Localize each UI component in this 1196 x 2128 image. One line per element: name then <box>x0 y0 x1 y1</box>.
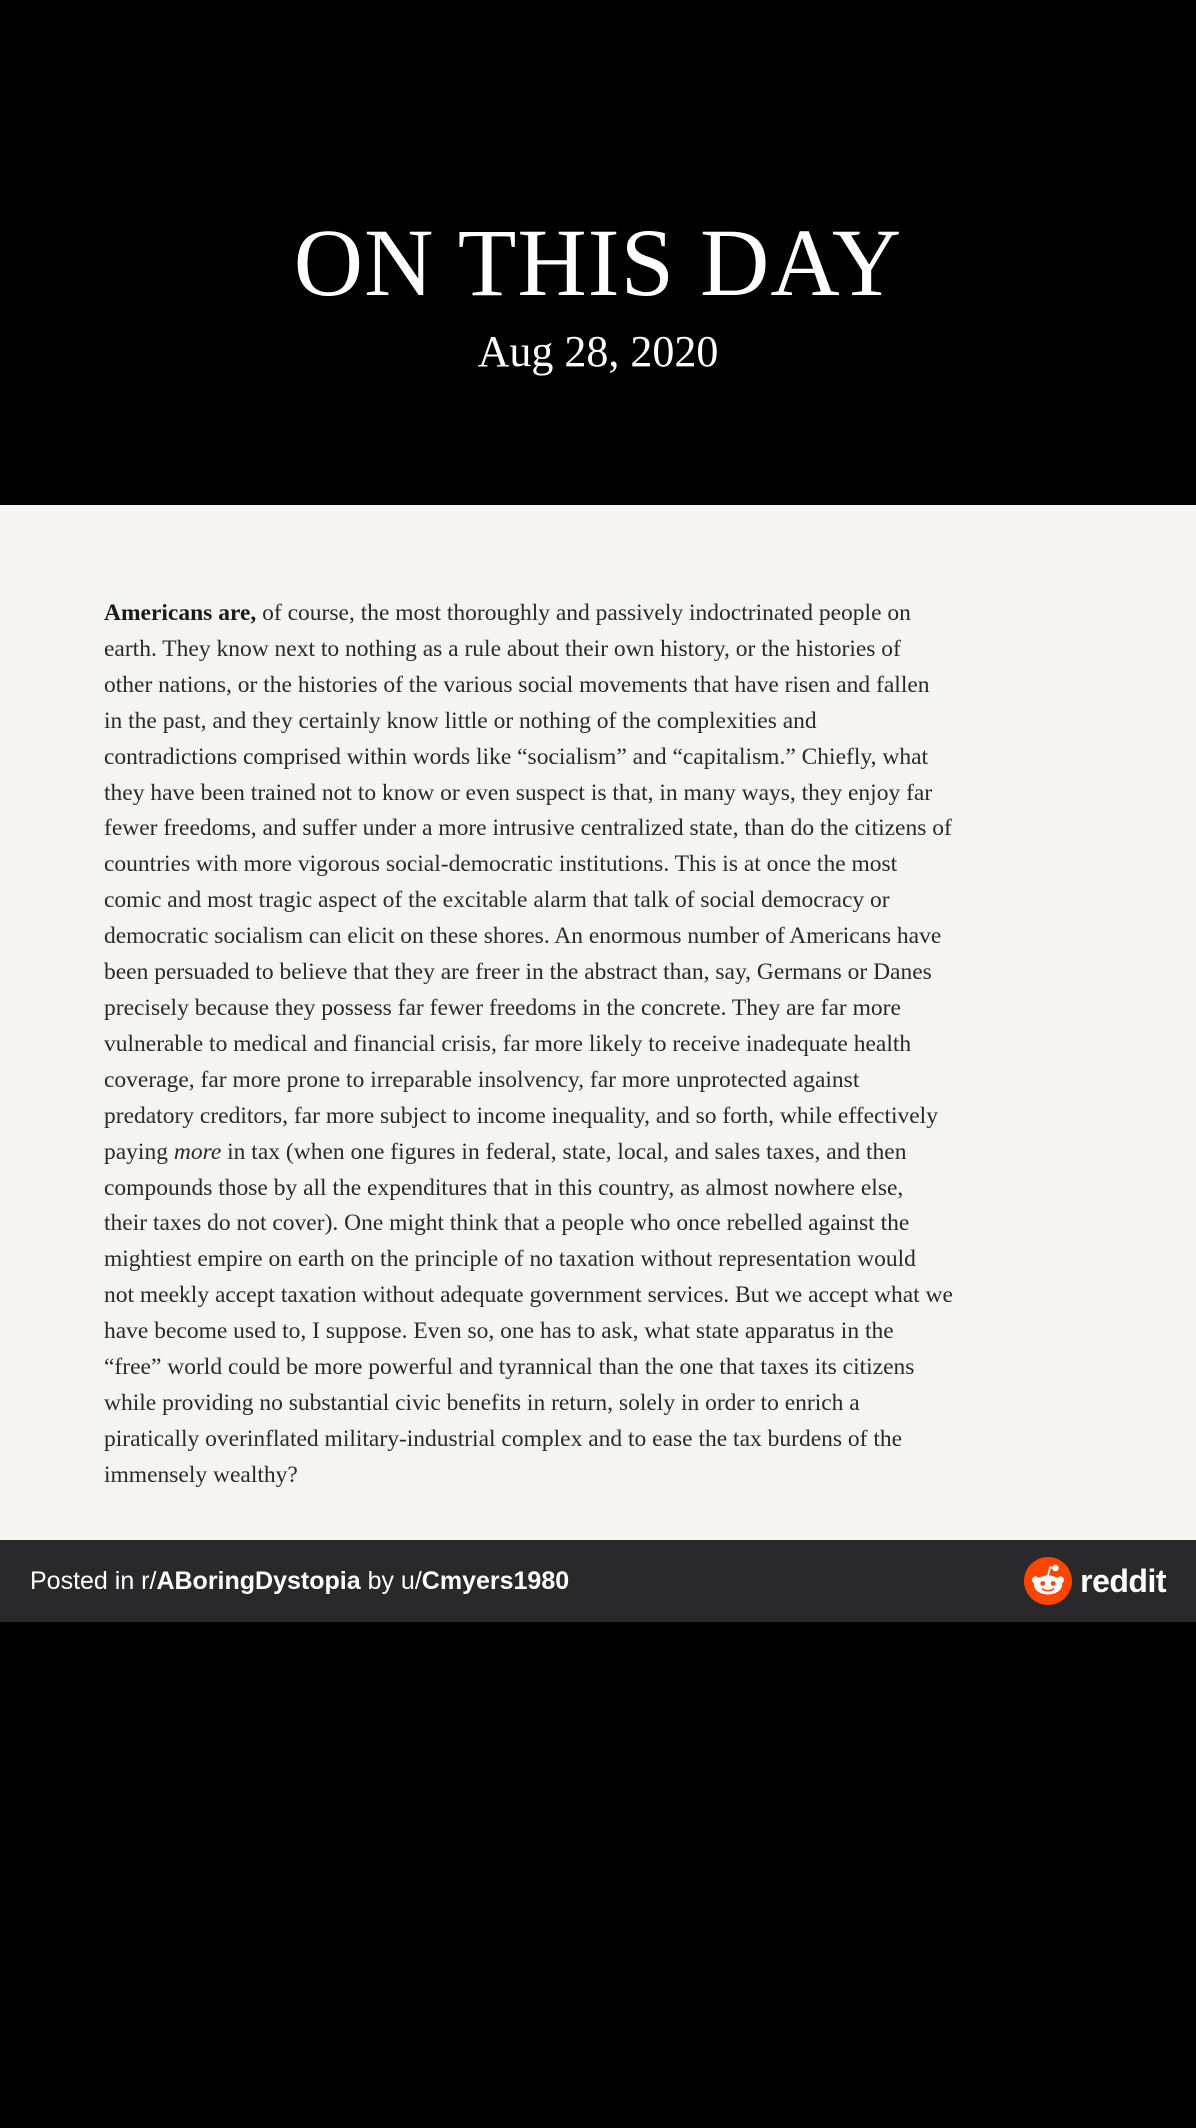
excerpt-line: democratic socialism can elicit on these shores. An enormous number of Americans have <box>104 923 942 950</box>
username-link[interactable]: Cmyers1980 <box>421 1567 570 1595</box>
excerpt-line: their taxes do not cover). One might think that a people who once rebelled against the <box>104 1210 910 1237</box>
excerpt-line: piratically overinflated military-industrial complex and to ease the tax burdens of the <box>104 1425 903 1452</box>
subreddit-link[interactable]: ABoringDystopia <box>156 1567 361 1595</box>
excerpt-image <box>0 505 1196 1540</box>
excerpt-line: earth. They know next to nothing as a rule about their own history, or the histories of <box>104 635 901 662</box>
attribution-text: Posted in r/ABoringDystopia by u/Cmyers1980 <box>30 1567 570 1595</box>
excerpt-line: been persuaded to believe that they are freer in the abstract than, say, Germans or Danes <box>104 959 932 986</box>
excerpt-line: have become used to, I suppose. Even so, one has to ask, what state apparatus in the <box>104 1318 894 1345</box>
excerpt-line: compounds those by all the expenditures that in this country, as almost nowhere else, <box>104 1174 904 1201</box>
excerpt-line: precisely because they possess far fewer freedoms in the concrete. They are far more <box>104 994 901 1021</box>
page-title: ON THIS DAY <box>293 209 903 316</box>
excerpt-line: immensely wealthy? <box>104 1461 298 1488</box>
excerpt-line: predatory creditors, far more subject to income inequality, and so forth, while effectively <box>104 1102 938 1129</box>
post-attribution-bar <box>0 1540 1196 1622</box>
reddit-logo[interactable] <box>1024 1557 1166 1605</box>
excerpt-line: vulnerable to medical and financial crisis, far more likely to receive inadequate health <box>104 1030 912 1057</box>
excerpt-emphasis: more <box>173 1138 222 1165</box>
excerpt-line: in the past, and they certainly know little or nothing of the complexities and <box>104 707 817 734</box>
post-date: Aug 28, 2020 <box>477 327 719 376</box>
excerpt-line: other nations, or the histories of the various social movements that have risen and fallen <box>104 671 930 698</box>
excerpt-line: not meekly accept taxation without adequate government services. But we accept what we <box>104 1282 953 1309</box>
excerpt-line: mightiest empire on earth on the principle of no taxation without representation would <box>104 1246 916 1273</box>
excerpt-line: countries with more vigorous social-democratic institutions. This is at once the most <box>104 851 898 878</box>
excerpt-line: fewer freedoms, and suffer under a more intrusive centralized state, than do the citizens of <box>104 815 952 842</box>
excerpt-lead: Americans are, <box>104 600 257 626</box>
excerpt-line: while providing no substantial civic benefits in return, solely in order to enrich a <box>104 1389 860 1416</box>
background-fill <box>0 1622 1196 2128</box>
excerpt-line: “free” world could be more powerful and tyrannical than the one that taxes its citizens <box>104 1354 915 1381</box>
excerpt-text <box>104 596 1124 1494</box>
excerpt-line: they have been trained not to know or even suspect is that, in many ways, they enjoy far <box>104 779 933 806</box>
excerpt-line: comic and most tragic aspect of the excitable alarm that talk of social democracy or <box>104 887 890 914</box>
excerpt-line: paying more in tax (when one figures in federal, state, local, and sales taxes, and then <box>104 1138 907 1165</box>
header <box>0 0 1196 505</box>
excerpt-line: Americans are, of course, the most thoroughly and passively indoctrinated people on <box>104 600 911 626</box>
reddit-wordmark: reddit <box>1080 1563 1166 1599</box>
reddit-snoo-icon <box>1024 1557 1072 1605</box>
excerpt-line: coverage, far more prone to irreparable insolvency, far more unprotected against <box>104 1066 860 1093</box>
excerpt-line: contradictions comprised within words like “socialism” and “capitalism.” Chiefly, what <box>104 743 929 770</box>
